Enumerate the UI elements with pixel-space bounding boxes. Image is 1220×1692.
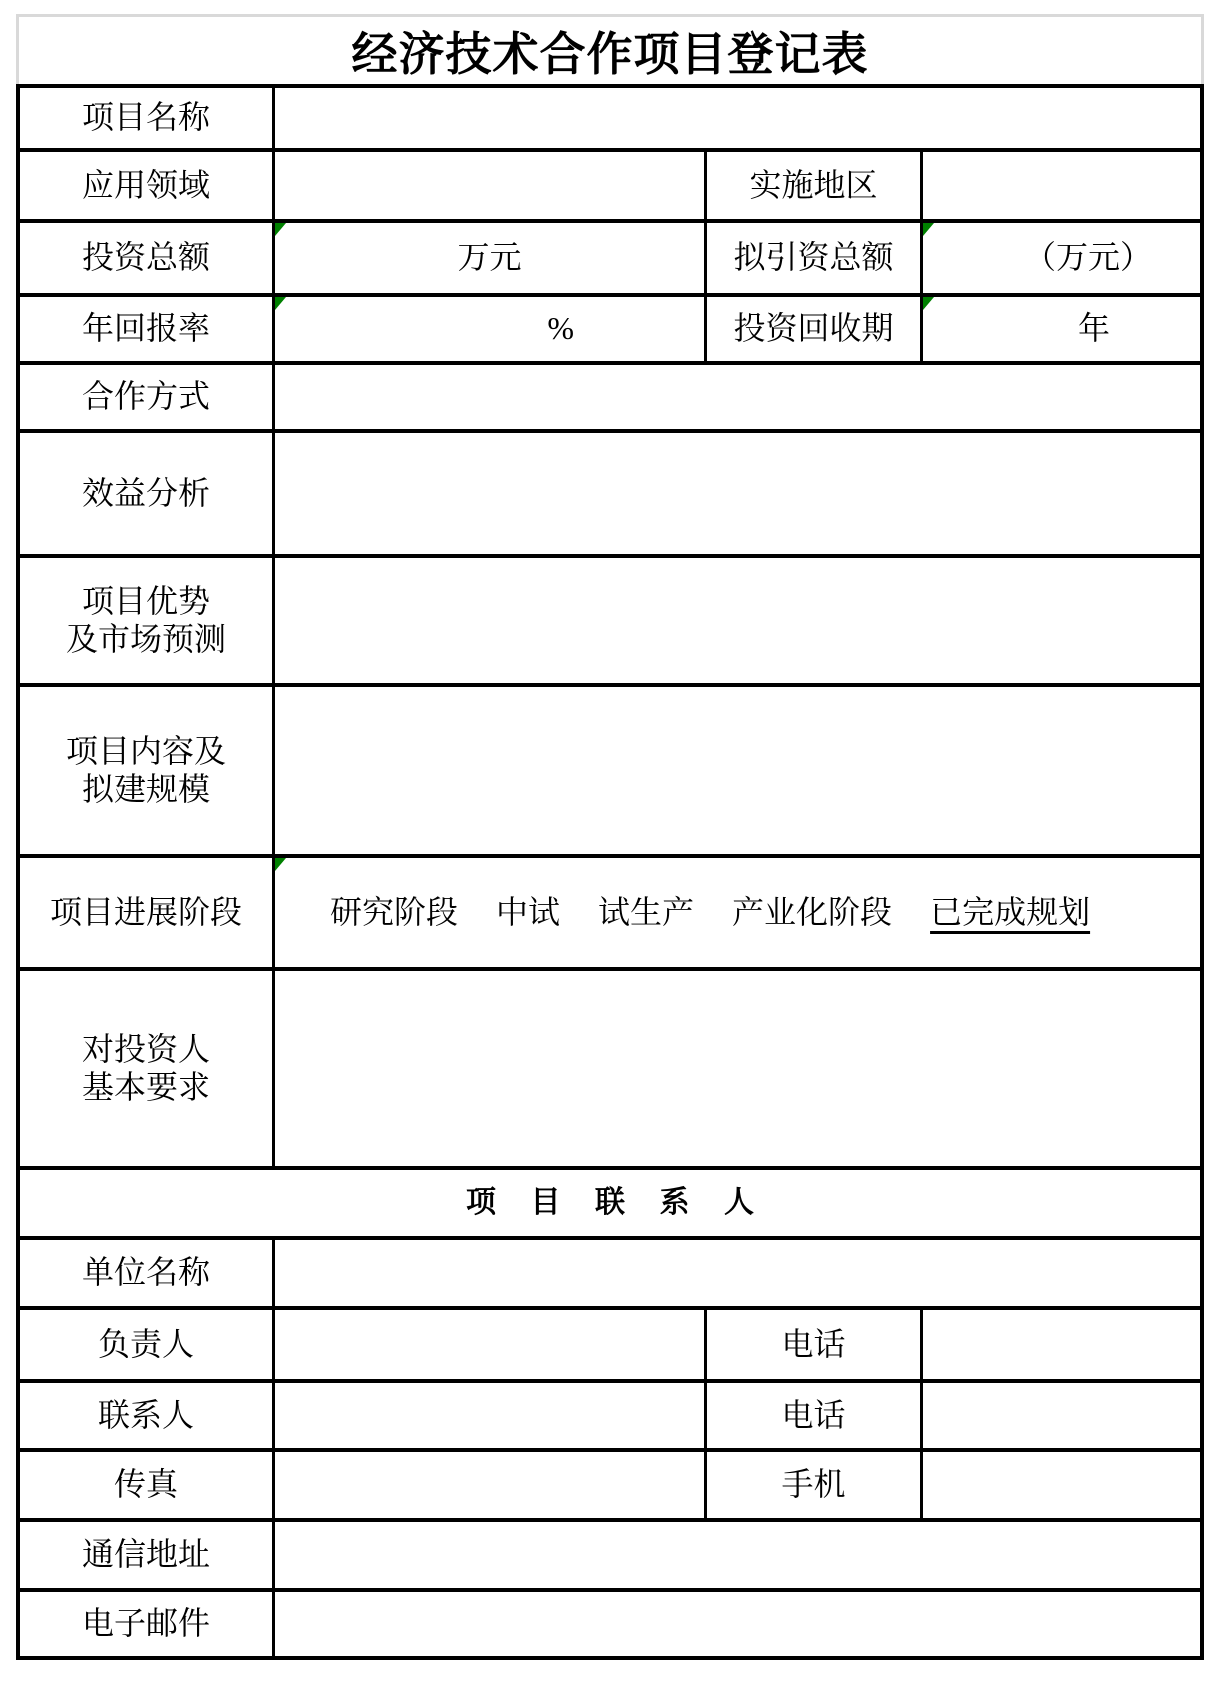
progress-option-trial-production: 试生产 bbox=[598, 893, 695, 930]
cell-project-name-value[interactable] bbox=[275, 88, 1200, 148]
cell-progress-stage-value[interactable] bbox=[275, 858, 1200, 967]
label-email: 电子邮件 bbox=[20, 1592, 272, 1656]
cell-flag-triangle bbox=[923, 297, 934, 310]
cell-benefit-analysis-value[interactable] bbox=[275, 433, 1200, 554]
cell-application-field-value[interactable] bbox=[275, 152, 704, 219]
label-project-advantage bbox=[20, 558, 272, 683]
contact-section-header: 项 目 联 系 人 bbox=[20, 1170, 1200, 1236]
planned-investment-unit: （万元） bbox=[1023, 239, 1152, 276]
label-project-advantage-line1: 项目优势 bbox=[81, 583, 210, 620]
progress-option-industrialization: 产业化阶段 bbox=[732, 893, 893, 930]
label-application-field: 应用领域 bbox=[20, 152, 272, 219]
label-total-investment: 投资总额 bbox=[20, 223, 272, 293]
label-payback-period: 投资回收期 bbox=[707, 297, 920, 361]
cell-annual-return-rate-value[interactable] bbox=[275, 297, 704, 361]
label-project-name: 项目名称 bbox=[20, 88, 272, 148]
label-project-advantage-line2: 及市场预测 bbox=[65, 620, 226, 657]
annual-return-rate-unit: % bbox=[547, 310, 574, 347]
label-contact-phone: 电话 bbox=[707, 1383, 920, 1448]
cell-cooperation-mode-value[interactable] bbox=[275, 365, 1200, 429]
label-planned-investment: 拟引资总额 bbox=[707, 223, 920, 293]
cell-flag-triangle bbox=[275, 297, 286, 310]
label-annual-return-rate: 年回报率 bbox=[20, 297, 272, 361]
cell-fax-value[interactable] bbox=[275, 1452, 704, 1518]
label-benefit-analysis: 效益分析 bbox=[20, 433, 272, 554]
cell-email-value[interactable] bbox=[275, 1592, 1200, 1656]
payback-period-unit: 年 bbox=[1077, 310, 1110, 347]
registration-form bbox=[16, 14, 1204, 1660]
label-mobile: 手机 bbox=[707, 1452, 920, 1518]
cell-principal-phone-value[interactable] bbox=[923, 1310, 1200, 1379]
progress-option-planning-completed: 已完成规划 bbox=[930, 893, 1091, 930]
cell-contact-phone-value[interactable] bbox=[923, 1383, 1200, 1448]
cell-investor-requirements-value[interactable] bbox=[275, 971, 1200, 1166]
label-progress-stage: 项目进展阶段 bbox=[20, 858, 272, 967]
cell-planned-investment-value[interactable] bbox=[923, 223, 1200, 293]
label-postal-address: 通信地址 bbox=[20, 1522, 272, 1588]
progress-option-research: 研究阶段 bbox=[330, 893, 459, 930]
label-principal: 负责人 bbox=[20, 1310, 272, 1379]
label-contact-person: 联系人 bbox=[20, 1383, 272, 1448]
cell-postal-address-value[interactable] bbox=[275, 1522, 1200, 1588]
label-project-content-line1: 项目内容及 bbox=[65, 733, 226, 770]
cell-company-name-value[interactable] bbox=[275, 1240, 1200, 1306]
cell-project-advantage-value[interactable] bbox=[275, 558, 1200, 683]
label-investor-requirements-line1: 对投资人 bbox=[81, 1031, 210, 1068]
progress-option-pilot: 中试 bbox=[496, 893, 561, 930]
cell-flag-triangle bbox=[923, 223, 934, 236]
label-company-name: 单位名称 bbox=[20, 1240, 272, 1306]
label-principal-phone: 电话 bbox=[707, 1310, 920, 1379]
cell-mobile-value[interactable] bbox=[923, 1452, 1200, 1518]
cell-project-content-value[interactable] bbox=[275, 687, 1200, 854]
label-cooperation-mode: 合作方式 bbox=[20, 365, 272, 429]
form-title-text: 经济技术合作项目登记表 bbox=[351, 28, 869, 80]
label-project-content bbox=[20, 687, 272, 854]
form-table bbox=[16, 84, 1204, 1660]
label-fax: 传真 bbox=[20, 1452, 272, 1518]
cell-payback-period-value[interactable] bbox=[923, 297, 1200, 361]
cell-contact-person-value[interactable] bbox=[275, 1383, 704, 1448]
cell-implementation-region-value[interactable] bbox=[923, 152, 1200, 219]
form-title bbox=[16, 14, 1204, 84]
total-investment-unit: 万元 bbox=[457, 239, 522, 276]
cell-flag-triangle bbox=[275, 223, 286, 236]
label-investor-requirements bbox=[20, 971, 272, 1166]
cell-principal-value[interactable] bbox=[275, 1310, 704, 1379]
cell-flag-triangle bbox=[275, 858, 286, 871]
label-project-content-line2: 拟建规模 bbox=[81, 770, 210, 807]
cell-total-investment-value[interactable] bbox=[275, 223, 704, 293]
label-implementation-region: 实施地区 bbox=[707, 152, 920, 219]
label-investor-requirements-line2: 基本要求 bbox=[81, 1068, 210, 1105]
